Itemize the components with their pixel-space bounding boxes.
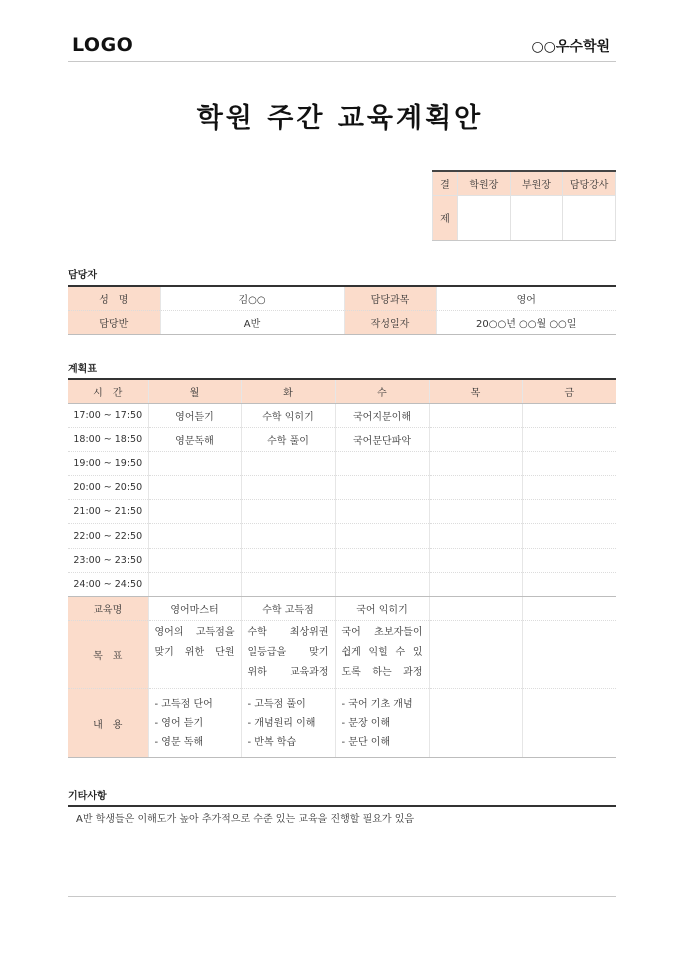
schedule-cell[interactable] xyxy=(522,476,616,500)
page-header xyxy=(68,30,616,62)
page-title: 학원 주간 교육계획안 xyxy=(196,103,484,134)
cell-line: 맞기 위한 단원 xyxy=(154,647,235,659)
course-cell[interactable]: 국어 익히기 xyxy=(335,597,429,621)
course-cell[interactable]: 수학 고득점 xyxy=(241,597,335,621)
content-cell[interactable] xyxy=(241,689,335,758)
time-slot-label: 23:00 ~ 23:50 xyxy=(68,548,148,572)
schedule-cell[interactable] xyxy=(241,451,335,475)
schedule-cell[interactable] xyxy=(335,524,429,548)
table-row xyxy=(68,286,616,310)
schedule-cell[interactable] xyxy=(148,500,241,524)
logo: LOGO xyxy=(72,34,134,56)
goal-cell[interactable] xyxy=(429,621,522,689)
etc-text[interactable]: A반 학생들은 이해도가 높아 추가적으로 수준 있는 교육을 진행할 필요가 있음 xyxy=(76,814,415,825)
schedule-cell[interactable] xyxy=(429,476,522,500)
plan-header-row xyxy=(68,379,616,403)
class-value[interactable]: A반 xyxy=(160,310,344,334)
schedule-cell[interactable] xyxy=(522,572,616,596)
cell-line: 쉽게 익힐 수 있 xyxy=(341,647,423,659)
approval-label-bottom: 제 xyxy=(433,195,458,241)
plan-section-label: 계획표 xyxy=(68,364,97,375)
etc-section-label: 기타사항 xyxy=(68,791,107,802)
time-slot-label: 22:00 ~ 22:50 xyxy=(68,524,148,548)
schedule-cell[interactable]: 영문독해 xyxy=(148,427,241,451)
approval-sign-box[interactable] xyxy=(510,195,563,241)
schedule-cell[interactable] xyxy=(148,476,241,500)
schedule-cell[interactable] xyxy=(429,572,522,596)
schedule-cell[interactable]: 수학 익히기 xyxy=(241,403,335,427)
cell-line: - 반복 학습 xyxy=(247,736,297,748)
cell-line: - 영문 독해 xyxy=(154,736,204,748)
table-row xyxy=(68,451,616,475)
approval-table xyxy=(432,170,616,241)
cell-line: - 국어 기초 개념 xyxy=(341,698,413,710)
table-row xyxy=(68,524,616,548)
time-slot-label: 20:00 ~ 20:50 xyxy=(68,476,148,500)
date-value[interactable]: 20○○년 ○○월 ○○일 xyxy=(436,310,616,334)
schedule-cell[interactable] xyxy=(429,403,522,427)
content-cell[interactable] xyxy=(148,689,241,758)
course-row xyxy=(68,597,616,621)
goal-cell[interactable] xyxy=(148,621,241,689)
goal-cell[interactable] xyxy=(241,621,335,689)
time-slot-label: 24:00 ~ 24:50 xyxy=(68,572,148,596)
time-slot-label: 21:00 ~ 21:50 xyxy=(68,500,148,524)
name-value[interactable]: 김○○ xyxy=(160,286,344,310)
schedule-cell[interactable] xyxy=(335,500,429,524)
table-row xyxy=(68,427,616,451)
goal-cell[interactable] xyxy=(335,621,429,689)
schedule-cell[interactable] xyxy=(148,548,241,572)
content-cell[interactable] xyxy=(335,689,429,758)
header-tue: 화 xyxy=(241,379,335,403)
schedule-cell[interactable] xyxy=(335,451,429,475)
schedule-cell[interactable] xyxy=(522,524,616,548)
approval-role: 담당강사 xyxy=(563,171,616,195)
schedule-cell[interactable] xyxy=(429,427,522,451)
schedule-cell[interactable]: 영어듣기 xyxy=(148,403,241,427)
cell-line: - 개념원리 이해 xyxy=(247,717,316,729)
course-cell[interactable]: 영어마스터 xyxy=(148,597,241,621)
cell-line: 수학 최상위권 xyxy=(247,627,329,639)
schedule-cell[interactable] xyxy=(429,524,522,548)
course-cell[interactable] xyxy=(522,597,616,621)
header-fri: 금 xyxy=(522,379,616,403)
footer-divider xyxy=(68,896,616,897)
date-label: 작성일자 xyxy=(344,310,436,334)
subject-label: 담당과목 xyxy=(344,286,436,310)
time-slot-label: 17:00 ~ 17:50 xyxy=(68,403,148,427)
schedule-cell[interactable] xyxy=(522,403,616,427)
schedule-cell[interactable] xyxy=(241,476,335,500)
header-mon: 월 xyxy=(148,379,241,403)
cell-line: - 고득점 풀이 xyxy=(247,698,306,710)
content-row xyxy=(68,689,616,758)
cell-line: 위하 교육과정 xyxy=(247,667,329,679)
schedule-cell[interactable] xyxy=(148,572,241,596)
manager-section-label: 담당자 xyxy=(68,270,97,281)
schedule-cell[interactable]: 수학 풀이 xyxy=(241,427,335,451)
schedule-cell[interactable] xyxy=(335,476,429,500)
schedule-cell[interactable] xyxy=(335,572,429,596)
schedule-cell[interactable] xyxy=(429,500,522,524)
schedule-cell[interactable] xyxy=(148,451,241,475)
table-row xyxy=(68,310,616,334)
approval-label-top: 결 xyxy=(433,171,458,195)
table-row xyxy=(68,500,616,524)
schedule-cell[interactable] xyxy=(241,500,335,524)
cell-line: 영어의 고득점을 xyxy=(154,627,235,639)
cell-line: - 고득점 단어 xyxy=(154,698,213,710)
cell-line: 도록 하는 과정 xyxy=(341,667,423,679)
manager-table xyxy=(68,285,616,335)
table-row xyxy=(68,572,616,596)
header-wed: 수 xyxy=(335,379,429,403)
approval-role: 부원장 xyxy=(510,171,563,195)
goal-label: 목 표 xyxy=(68,621,148,689)
org-name: ○○우수학원 xyxy=(531,39,610,55)
schedule-cell[interactable] xyxy=(148,524,241,548)
goal-row xyxy=(68,621,616,689)
course-label: 교육명 xyxy=(68,597,148,621)
course-cell[interactable] xyxy=(429,597,522,621)
plan-table xyxy=(68,378,616,758)
name-label: 성 명 xyxy=(68,286,160,310)
schedule-cell[interactable] xyxy=(335,548,429,572)
table-row xyxy=(68,476,616,500)
schedule-cell[interactable] xyxy=(241,572,335,596)
schedule-cell[interactable] xyxy=(429,548,522,572)
schedule-cell[interactable] xyxy=(522,548,616,572)
schedule-cell[interactable]: 국어지문이해 xyxy=(335,403,429,427)
class-label: 담당반 xyxy=(68,310,160,334)
subject-value[interactable]: 영어 xyxy=(436,286,616,310)
cell-line: 일등급을 맞기 xyxy=(247,647,329,659)
content-cell[interactable] xyxy=(522,689,616,758)
schedule-cell[interactable] xyxy=(429,451,522,475)
cell-line: - 문단 이해 xyxy=(341,736,391,748)
schedule-cell[interactable] xyxy=(522,427,616,451)
schedule-cell[interactable]: 국어문단파악 xyxy=(335,427,429,451)
content-cell[interactable] xyxy=(429,689,522,758)
content-label: 내 용 xyxy=(68,689,148,758)
schedule-cell[interactable] xyxy=(522,500,616,524)
schedule-cell[interactable] xyxy=(522,451,616,475)
goal-cell[interactable] xyxy=(522,621,616,689)
etc-divider xyxy=(68,805,616,807)
header-thu: 목 xyxy=(429,379,522,403)
time-slot-label: 18:00 ~ 18:50 xyxy=(68,427,148,451)
schedule-cell[interactable] xyxy=(241,524,335,548)
cell-line: - 문장 이해 xyxy=(341,717,391,729)
schedule-cell[interactable] xyxy=(241,548,335,572)
cell-line: - 영어 듣기 xyxy=(154,717,204,729)
approval-sign-box[interactable] xyxy=(458,195,511,241)
approval-sign-box[interactable] xyxy=(563,195,616,241)
cell-line: 국어 초보자들이 xyxy=(341,627,423,639)
table-row xyxy=(68,403,616,427)
time-slot-label: 19:00 ~ 19:50 xyxy=(68,451,148,475)
approval-role: 학원장 xyxy=(458,171,511,195)
header-time: 시 간 xyxy=(68,379,148,403)
table-row xyxy=(68,548,616,572)
